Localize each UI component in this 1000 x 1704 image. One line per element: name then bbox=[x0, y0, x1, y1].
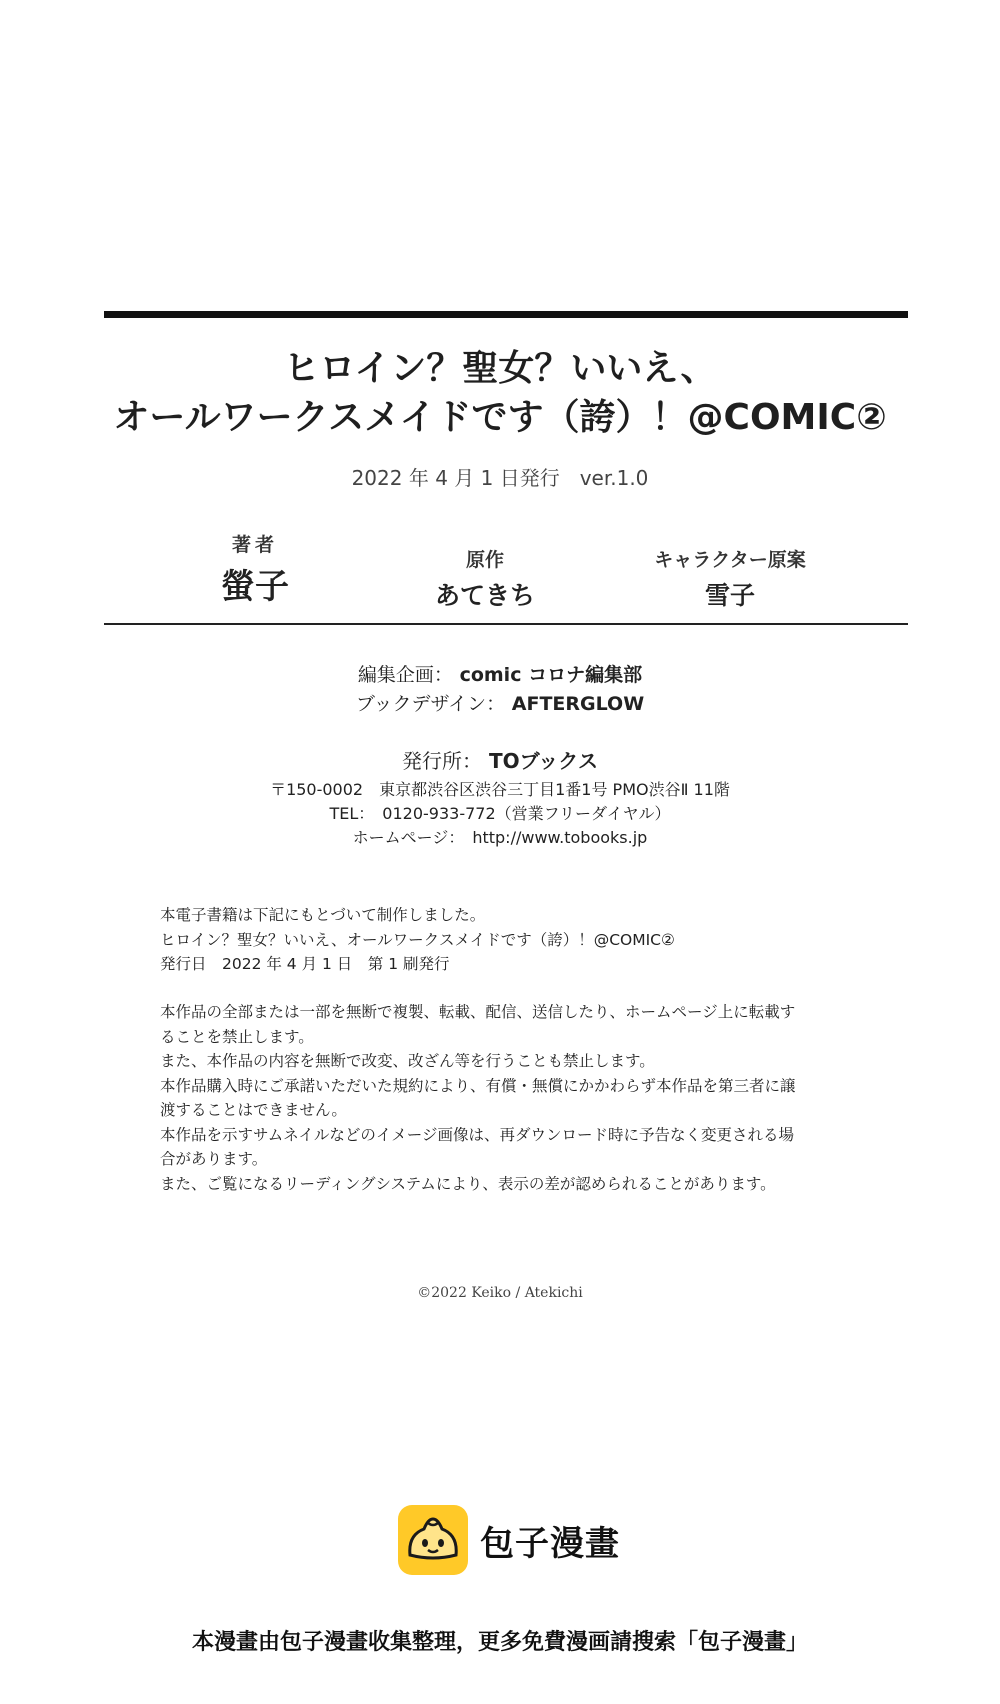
legal-note-line: 本作品購入時にご承諾いただいた規約により、有償・無償にかかわらず本作品を第三者に譲 bbox=[160, 1076, 796, 1095]
bun-mascot-icon bbox=[398, 1505, 468, 1575]
credit-original-name: あてきち bbox=[434, 581, 535, 610]
staff-book-design-value: AFTERGLOW bbox=[511, 693, 645, 715]
publisher-homepage: ホームページ： http://www.tobooks.jp bbox=[352, 828, 648, 847]
baozi-logo bbox=[398, 1505, 620, 1575]
publisher-tel: TEL： 0120-933-772（営業フリーダイヤル） bbox=[329, 804, 671, 823]
legal-note-line: また、本作品の内容を無断で改変、改ざん等を行うことも禁止します。 bbox=[160, 1052, 655, 1070]
source-note-line: 本電子書籍は下記にもとづいて制作しました。 bbox=[160, 906, 486, 924]
credit-character-name: 雪子 bbox=[704, 581, 755, 610]
credit-author bbox=[190, 530, 320, 608]
legal-note-line: 本作品を示すサムネイルなどのイメージ画像は、再ダウンロード時に予告なく変更される場 bbox=[160, 1125, 794, 1144]
publication-date: 2022 年 4 月 1 日発行 ver.1.0 bbox=[351, 466, 649, 490]
footer-notice: 本漫畫由包子漫畫收集整理，更多免費漫画請搜索「包子漫畫」 bbox=[191, 1630, 808, 1655]
source-note-line: 発行日 2022 年 4 月 1 日 第 1 刷発行 bbox=[160, 955, 450, 973]
credit-original bbox=[400, 545, 570, 612]
legal-note-line: ることを禁止します。 bbox=[160, 1027, 314, 1046]
top-divider bbox=[104, 311, 908, 318]
staff-editorial bbox=[0, 660, 1000, 687]
publisher-address: 〒150-0002 東京都渋谷区渋谷三丁目1番1号 PMO渋谷Ⅱ 11階 bbox=[270, 780, 730, 799]
staff-publisher-label: 発行所： bbox=[401, 749, 482, 773]
staff-editorial-label: 編集企画： bbox=[357, 664, 453, 686]
credit-original-role: 原作 bbox=[465, 549, 504, 571]
credit-author-name: 螢子 bbox=[221, 567, 289, 607]
legal-note bbox=[160, 1000, 860, 1196]
book-title-line1: ヒロイン？聖女？いいえ、 bbox=[283, 348, 717, 389]
credit-character-role: キャラクター原案 bbox=[654, 549, 806, 571]
source-note-line: ヒロイン？聖女？いいえ、オールワークスメイドです（誇）！@COMIC② bbox=[160, 930, 675, 949]
staff-book-design bbox=[0, 689, 1000, 716]
legal-note-line: また、ご覧になるリーディングシステムにより、表示の差が認められることがあります。 bbox=[160, 1174, 776, 1193]
credits-divider bbox=[104, 623, 908, 625]
staff-book-design-label: ブックデザイン： bbox=[355, 693, 506, 715]
legal-note-line: 本作品の全部または一部を無断で複製、転載、配信、送信したり、ホームページ上に転載す bbox=[160, 1003, 796, 1021]
baozi-logo-text: 包子漫畫 bbox=[480, 1523, 620, 1564]
credit-author-role: 著者 bbox=[231, 534, 278, 556]
source-note bbox=[160, 903, 860, 977]
copyright: ©2022 Keiko / Atekichi bbox=[417, 1285, 583, 1301]
book-title-line2: オールワークスメイドです（誇）！@COMIC② bbox=[113, 397, 887, 438]
legal-note-line: 合があります。 bbox=[160, 1150, 268, 1168]
staff-publisher bbox=[0, 745, 1000, 774]
staff-publisher-value: TOブックス bbox=[488, 749, 598, 773]
legal-note-line: 渡することはできません。 bbox=[160, 1101, 347, 1119]
credit-character-design bbox=[620, 545, 840, 612]
staff-editorial-value: comic コロナ編集部 bbox=[459, 664, 643, 686]
